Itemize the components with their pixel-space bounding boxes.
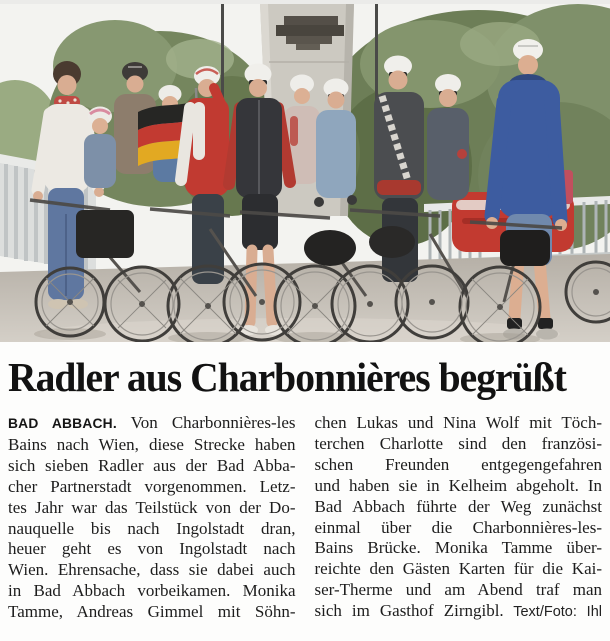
text-line: sich sieben Radler aus der Bad Abba- xyxy=(8,455,296,475)
bike-bag xyxy=(304,230,356,266)
text-line: schen Freunden entgegengefahren xyxy=(314,454,602,474)
text-line: Tamme, Andreas Gimmel mit Söhn- xyxy=(8,602,296,622)
bike-basket xyxy=(76,210,134,258)
text-line: Wien. Ehrensache, dass sie dabei auch xyxy=(8,560,296,580)
text-line: heuer geht es von Ingolstadt nach xyxy=(8,539,296,559)
text-line: sich im Gasthof Zirngibl. Text/Foto: Ihl xyxy=(314,601,602,621)
article-headline: Radler aus Charbonnières begrüßt xyxy=(8,354,566,400)
article-body xyxy=(8,413,602,623)
text-line: ser-Therme und am Abend traf man xyxy=(314,580,602,600)
article-column-left xyxy=(8,413,296,623)
text-line: chen Lukas und Nina Wolf mit Töch- xyxy=(314,413,602,432)
text-line: cher Partnerstadt vorgenommen. Letz- xyxy=(8,476,296,496)
photo-credit: Text/Foto: Ihl xyxy=(503,604,602,621)
text-line: terchen Charlotte sind den französi- xyxy=(314,433,602,453)
text-line: nauquelle bis nach Ingolstadt dran, xyxy=(8,518,296,538)
text-line: reichte den Gästen Karten für die Kai- xyxy=(314,559,602,579)
text-line: BAD ABBACH. Von Charbonnières-les xyxy=(8,413,296,432)
article-column-right xyxy=(315,413,603,623)
cyclist-child xyxy=(84,107,116,189)
group-photo xyxy=(0,4,610,342)
text-line: Bains nach Wien, diese Strecke haben xyxy=(8,434,296,454)
dateline: BAD ABBACH. xyxy=(8,416,117,431)
text-line: und haben sie in Kelheim abgeholt. In xyxy=(314,475,602,495)
text-line: tes Jahr war das Teilstück von der Do- xyxy=(8,497,296,517)
handlebar-bag xyxy=(500,230,550,266)
text-line: Bad Abbach führte der Weg zunächst xyxy=(314,496,602,516)
text-line: einmal über die Charbonnières-les- xyxy=(314,517,602,537)
bike-bag xyxy=(369,226,415,258)
text-line: Bains Brücke. Monika Tamme über- xyxy=(314,538,602,558)
text-line: in Bad Abbach vorbeikamen. Monika xyxy=(8,581,296,601)
